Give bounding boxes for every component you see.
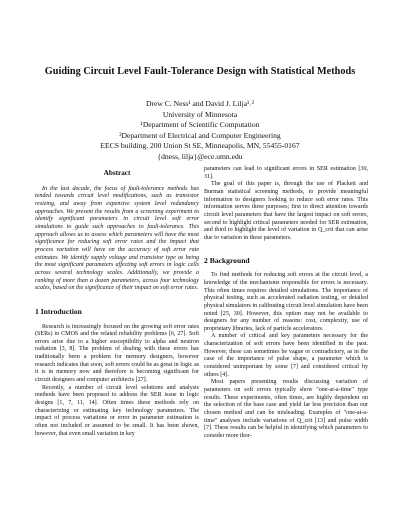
abstract-text: In the last decade, the focus of fault-tolerance methods has tended towards circuit level modifications, such as transistor resizing, and away from expensive system level redundancy approaches. We present the results from a screening experiment to identify significant parameters in circuit level soft error simulations to guide such approaches to fault-tolerance. This approach allows us to assess which parameters will have the most significance for reducing soft error rates and the impact that process variation will have on the accuracy of soft error rate estimates. We identify supply voltage and transistor type as being the most significant parameters affecting soft errors in logic cells across several technology scales. Additionally, we provide a ranking of more than a dozen parameters, across four technology scales, based on the significance of their impact on soft error rates. xyxy=(35,185,199,292)
paper-title: Guiding Circuit Level Fault-Tolerance Design with Statistical Methods xyxy=(44,66,356,77)
intro-paragraph-1: Research is increasingly focused on the growing soft error rates (SERs) in CMOS and the related reliability problems [6, 27]. Soft errors arise due to a higher susceptibility to alpha and neutron radiation [3, 8]. The problem of dealing with these errors has traditionally been a problem for memory designers, however research indicates that soon, soft errors could be as great in logic as it is in memory now and therefore is becoming significant for circuit designers and computer architects [27]. xyxy=(35,323,199,384)
section-heading-background: 2 Background xyxy=(204,255,250,265)
right-column xyxy=(204,166,368,441)
intro-paragraph-2: Recently, a number of circuit level solutions and analysis methods have been proposed to address the SER issue in logic designs [1, 7, 11, 14]. Often times these methods rely on characterizing or estimating key technology parameters. The impact of process variations or error in parameter estimation is often not included or assumed to be small. It has been shown, however, that even small variation in key xyxy=(35,384,199,437)
email: {dness, lilja}@ece.umn.edu xyxy=(157,151,243,161)
background-paragraph-2: A number of critical and key parameters necessary for the characterization of soft errors have been identified in the past. However, these can sometimes be vague or contradictory, as in the case of the importance of pulse shape, a parameter which is considered unimportant by some [7] and considered critical by others [4]. xyxy=(204,333,368,378)
background-paragraph-3: Most papers presenting results discussing variation of parameters on soft errors typically show "one-at-a-time" type results. These experiments, often times, are highly dependent on the selection of the base case and yield far less precision than our chosen method and can be misleading. Examples of "one-at-a-time" analyses include variations of Q_crit [13] and pulse width [7]. These results can be helpful in identifying which parameters to consider more thor- xyxy=(204,379,368,439)
section-heading-introduction: 1 Introduction xyxy=(35,306,82,316)
background-paragraph-1: To find methods for reducing soft errors at the circuit level, a knowledge of the mechanisms responsible for errors is necessary. This often times requires detailed simulations. The importance of physical testing, such as accelerated radiation testing, or detailed physical simulators in calibrating circuit level simulation have been noted [25, 30]. However, this option may not be available to designers for any number of reasons: cost, complexity, use of proprietary libraries, lack of particle accelerators. xyxy=(204,272,368,332)
authors-line: Drew C. Ness¹ and David J. Lilja¹˒² xyxy=(145,99,255,108)
affiliation-university: University of Minnesota xyxy=(162,109,238,119)
right-paragraph-continued: parameters can lead to significant errors in SER estimation [30, 31]. xyxy=(204,166,368,180)
affiliation-dept-2: ²Department of Electrical and Computer Engineering xyxy=(119,130,281,140)
affiliation-dept-1: ¹Department of Scientific Computation xyxy=(140,120,260,130)
address: EECS building, 200 Union St SE, Minneapolis, MN, 55455-0167 xyxy=(100,141,300,151)
left-column xyxy=(35,170,199,438)
goal-paragraph: The goal of this paper is, through the use of Plackett and Burman statistical screening methods, to provide meaningful information to designers looking to reduce soft error rates. This information serves three purposes; first to direct attention towards circuit level parameters that have the largest impact on soft errors, second to highlight critical parameters needed for SER estimation, and third to highlight the level of variation in Q_crit that can arise due to variation in these parameters. xyxy=(204,181,368,241)
author-block xyxy=(0,99,400,163)
abstract-heading: Abstract xyxy=(103,169,131,177)
